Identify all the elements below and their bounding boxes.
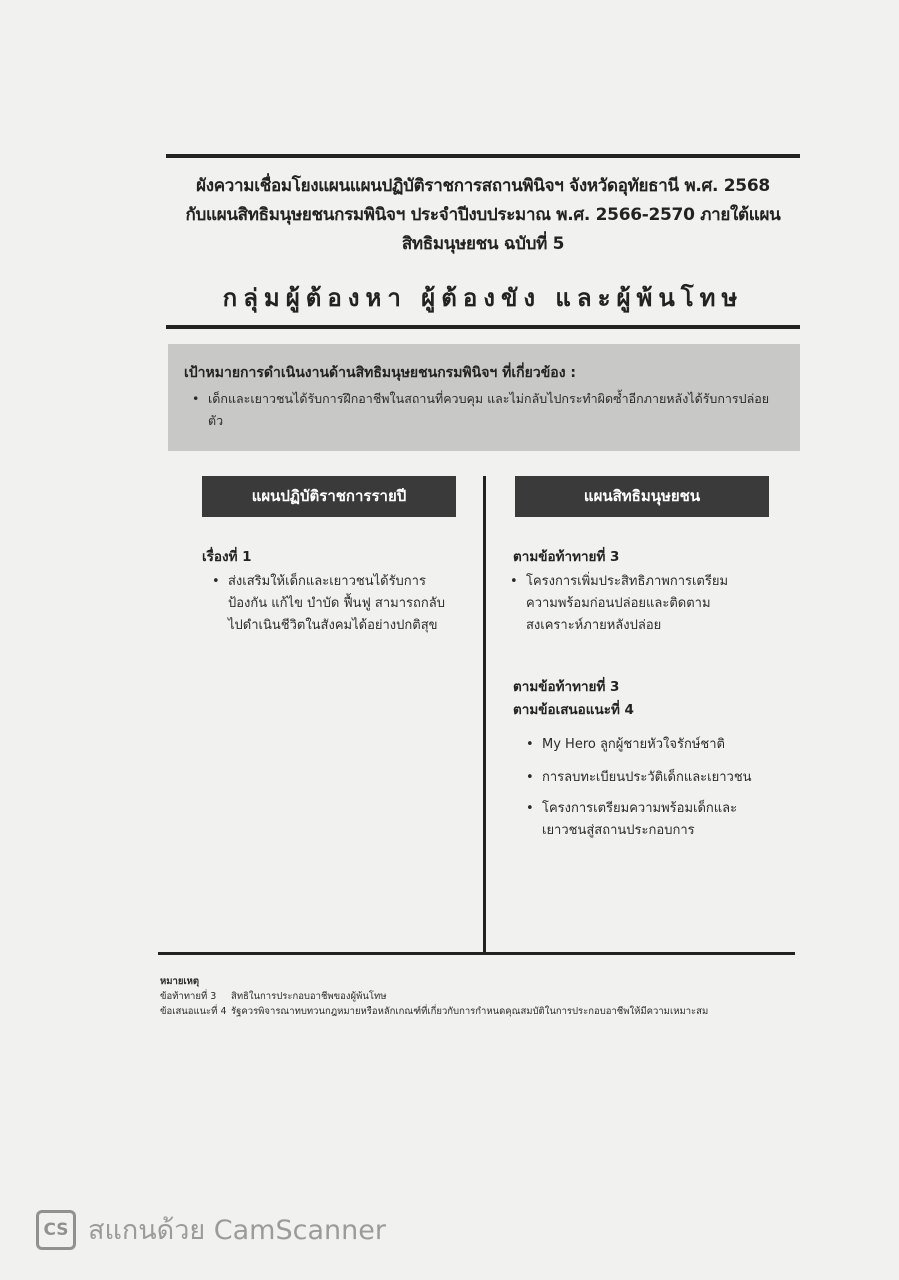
notes [160,974,708,1019]
target-item: • เด็กและเยาวชนได้รับการฝึกอาชีพในสถานที่ควบคุม และไม่กลับไปกระทำผิดซ้ำอีกภายหลังได้รับการปล่อยตัว [184,388,782,432]
left-item: • ส่งเสริมให้เด็กและเยาวชนได้รับการป้องกัน แก้ไข บำบัด ฟื้นฟู สามารถกลับไปดำเนินชีวิตในสังคมได้อย่างปกติสุข [210,571,454,637]
right-section1-item: • โครงการเพิ่มประสิทธิภาพการเตรียมความพร้อมก่อนปล่อยและติดตามสงเคราะห์ภายหลังปล่อย [508,571,748,637]
camscanner-logo-icon: CS [36,1210,76,1250]
target-heading: เป้าหมายการดำเนินงานด้านสิทธิมนุษยชนกรมพินิจฯ ที่เกี่ยวข้อง : [184,365,577,381]
notes-row [160,1004,708,1019]
column-divider [483,476,486,954]
document-title [160,172,806,259]
notes-row-text: รัฐควรพิจารณาทบทวนกฎหมายหรือหลักเกณฑ์ที่เกี่ยวกับการกำหนดคุณสมบัติในการประกอบอาชีพให้มีความเหมาะสม [231,1006,709,1017]
target-box [168,344,800,451]
notes-heading: หมายเหตุ [160,976,200,987]
camscanner-watermark [36,1208,386,1251]
middle-rule [166,325,800,329]
right-section2-item-1: • My Hero ลูกผู้ชายหัวใจรักษ์ชาติ [524,734,774,756]
right-column-header: แผนสิทธิมนุษยชน [515,476,769,517]
title-line-2: กับแผนสิทธิมนุษยชนกรมพินิจฯ ประจำปีงบประมาณ พ.ศ. 2566-2570 ภายใต้แผน [185,205,781,225]
bottom-rule [158,952,795,955]
notes-row-key: ข้อท้าทายที่ 3 [160,991,217,1002]
notes-row-key: ข้อเสนอแนะที่ 4 [160,1006,227,1017]
right-section2-item-3: • โครงการเตรียมความพร้อมเด็กและเยาวชนสู่สถานประกอบการ [524,798,774,842]
notes-row-text: สิทธิในการประกอบอาชีพของผู้พ้นโทษ [231,991,387,1002]
watermark-text: สแกนด้วย CamScanner [88,1215,386,1246]
left-section-title: เรื่องที่ 1 [202,549,252,565]
right-section1-title: ตามข้อท้าทายที่ 3 [513,549,620,565]
left-column-header: แผนปฏิบัติราชการรายปี [202,476,456,517]
right-section2-item-2: • การลบทะเบียนประวัติเด็กและเยาวชน [524,767,774,789]
top-rule [166,154,800,158]
right-section2-title-b: ตามข้อเสนอแนะที่ 4 [513,702,634,718]
group-subtitle: กลุ่มผู้ต้องหา ผู้ต้องขัง และผู้พ้นโทษ [222,284,744,312]
title-line-1: ผังความเชื่อมโยงแผนแผนปฏิบัติราชการสถานพินิจฯ จังหวัดอุทัยธานี พ.ศ. 2568 [196,176,770,196]
title-line-3: สิทธิมนุษยชน ฉบับที่ 5 [401,234,565,254]
notes-row [160,989,708,1004]
right-section2-title-a: ตามข้อท้าทายที่ 3 [513,679,620,695]
